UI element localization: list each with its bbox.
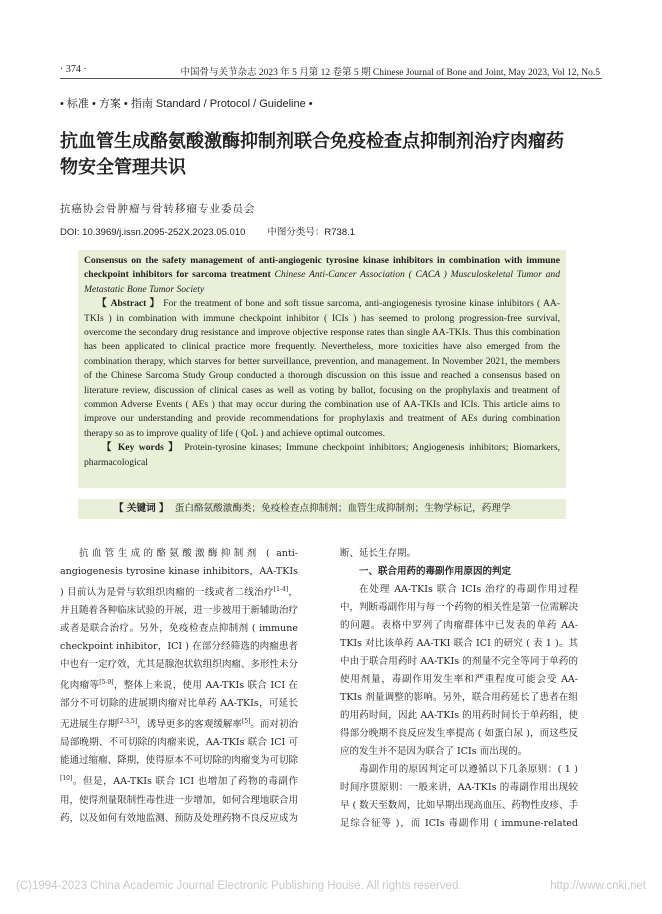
chinese-keywords-label: 【 关键词 】 — [114, 503, 169, 514]
article-category: • 标准 • 方案 • 指南 Standard / Protocol / Guideline • — [60, 98, 313, 110]
keywords-paragraph — [84, 441, 560, 470]
copyright-watermark — [16, 880, 646, 892]
chinese-keywords-box — [78, 499, 566, 519]
abstract-text: For the treatment of bone and soft tissue sarcoma, anti-angiogenesis tyrosine kinase inhibitors ( AA-TKIs ) in combination with immune checkpoint inhibitor ( ICIs ) has seemed to prolong progression-free survival, overcome the secondary drug resistance and improve objective response rates than single AA-TKIs. Thus this combination has been applicated to clinical practice more frequently. Nevertheless, more toxicities have also emerged from the combination therapy, which starves for better surveillance, prevention, and management. In November 2021, the members of the Chinese Sarcoma Study Group conducted a thorough discussion on this issue and reached a consensus based on literature review, discussion of clinical cases as well as voting by ballot, focusing on the prophylaxis and treatment of common Adverse Events ( AEs ) that may occur during the combination use of AA-TKIs and ICIs. This article aims to improve our understanding and provide recommendations for prophylaxis and treatment of AEs during combination therapy so as to improve quality of life ( QoL ) and achieve optimal outcomes. — [84, 298, 561, 439]
body-column-right — [340, 545, 578, 829]
continued-text: 断、延长生存期。 — [340, 548, 417, 559]
page-number: · 374 · — [60, 64, 87, 75]
abstract-paragraph — [84, 297, 560, 441]
citation[interactable]: [1-4] — [273, 586, 289, 593]
doi-line — [60, 224, 355, 238]
doi[interactable]: DOI: 10.3969/j.issn.2095-252X.2023.05.010 — [60, 227, 246, 238]
body-paragraph: 在处理 AA-TKIs 联合 ICIs 治疗的毒副作用过程中，判断毒副作用与每一个药物的相关性是第一位需解决的问题。表格中罗列了肉瘤群体中已发表的单药 AA-TKIs 对比该单药 AA-TKI 联合 ICI 的研究 ( 表 1 )。其中由于联合用药时 AA-TKIs 的剂量不完全等同于单药的使用剂量，毒副作用发生率和严重程度可能会受 AA-TKIs 剂量调整的影响。另外，联合用药延长了患者在组的用药时间，因此 AA-TKIs 的用药时间长于单药组，使得部分晚期不良反应发生率提高 ( 如蛋白尿 )，而这些反应的发生并不是因为联合了 ICIs 而出现的。 — [340, 584, 578, 757]
author-organization: 抗癌协会骨肿瘤与骨转移瘤专业委员会 — [60, 203, 256, 215]
journal-header: 中国骨与关节杂志 2023 年 5 月第 12 卷第 5 期 Chinese Journal of Bone and Joint, May 2023, Vol 12, No.5 — [180, 68, 600, 78]
intro-paragraph: 抗血管生成的酪氨酸激酶抑制剂 ( anti-angiogenesis tyrosine kinase inhibitors，AA-TKIs ) 目前认为是骨与软组织肉瘤的一线或者二线治疗[1-4]，并且随着各种临床试验的开展，进一步被用于新辅助治疗或者是联合治疗。另外，免疫检查点抑制剂 ( immune checkpoint inhibitor，ICI ) 在部分经筛选的肉瘤患者中也有一定疗效，尤其是腺泡状软组织肉瘤、多形性未分化肉瘤等[5-9]，整体上来说，使用 AA-TKIs 联合 ICI 在部分不可切除的进展期肉瘤对比单药 AA-TKIs，可延长无进展生存期[2-3,5]，诱导更多的客观缓解率[5]。而对初治局部晚期、不可切除的肉瘤来说，AA-TKIs 联合 ICI 可能通过缩瘤、降期，使得原本不可切除的肉瘤变为可切除[10]。但是，AA-TKIs 联合 ICI 也增加了药物的毒副作用，使得剂量限制性毒性进一步增加，如何合理地联合用药，以及如何有效地监测、预防及处理药物不良反应成为 — [60, 548, 298, 824]
keywords-label: 【 Key words 】 — [101, 442, 180, 454]
body-paragraph: 毒副作用的原因判定可以遵循以下几条原则：( 1 ) 时间序贯原则：一般来讲，AA-TKIs 的毒副作用出现较早 ( 数天至数周，比如早期出现高血压、药物性皮疹、手足综合征等 )，而 ICIs 毒副作用 ( immune-related — [340, 764, 578, 829]
citation[interactable]: [10] — [60, 775, 73, 783]
citation[interactable]: [5-9] — [99, 679, 114, 687]
english-abstract-box — [78, 250, 566, 488]
chinese-keywords-text: 蛋白酪氨酸激酶类；免疫检查点抑制剂；血管生成抑制剂；生物学标记，药理学 — [174, 503, 511, 514]
citation[interactable]: [2-3,5] — [117, 718, 138, 726]
citation[interactable]: [5] — [241, 718, 251, 726]
english-title-block — [84, 254, 560, 297]
body-column-left — [60, 545, 298, 829]
abstract-label: 【 Abstract 】 — [96, 298, 160, 310]
article-title: 抗血管生成酪氨酸激酶抑制剂联合免疫检查点抑制剂治疗肉瘤药物安全管理共识 — [60, 131, 564, 178]
section-heading: 一、联合用药的毒副作用原因的判定 — [359, 566, 512, 577]
english-title: Consensus on the safety management of anti-angiogenic tyrosine kinase inhibitors in combination with immune checkpoint inhibitors for sarcoma treatment — [84, 255, 560, 281]
cnki-url[interactable]: http://www.cnki.net — [550, 880, 646, 892]
keywords-text: Protein-tyrosine kinases; Immune checkpoint inhibitors; Angiogenesis inhibitors; Biomarkers, pharmacological — [84, 442, 561, 468]
header-rule — [60, 78, 602, 79]
copyright-text: (C)1994-2023 China Academic Journal Electronic Publishing House. All rights reserved. — [16, 880, 462, 892]
classification-number: 中图分类号：R738.1 — [267, 227, 356, 238]
english-organization: Chinese Anti-Cancer Association ( CACA ) Musculoskeletal Tumor and Metastatic Bone Tumor Society — [84, 269, 560, 295]
